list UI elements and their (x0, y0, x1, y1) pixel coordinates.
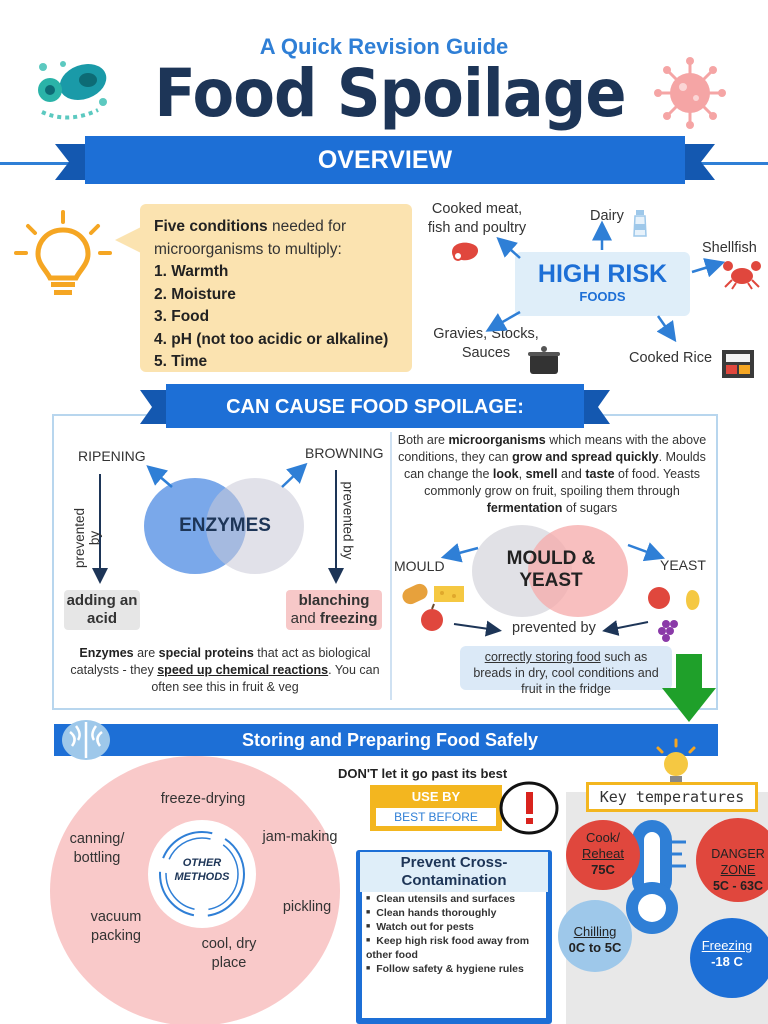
bacteria-icon (28, 52, 118, 132)
use-by-label: USE BY (411, 789, 461, 804)
cross-item: ■ Clean hands thoroughly (366, 906, 546, 920)
method-canning: canning/ bottling (69, 831, 125, 866)
enzymes-title: ENZYMES (179, 515, 271, 536)
best-before-label: BEST BEFORE (376, 808, 496, 826)
brain-icon (58, 716, 114, 764)
food-gravies: Gravies, Stocks, Sauces (433, 326, 539, 361)
crab-icon (722, 258, 762, 290)
prevented-by-left: prevented by (72, 507, 102, 569)
food-meat: Cooked meat, fish and poultry (427, 201, 527, 236)
dont-text: DON'T let it go past its best (338, 766, 508, 781)
virus-icon (650, 56, 730, 130)
conditions-box (140, 204, 412, 372)
cross-title: Prevent Cross-Contamination (360, 852, 548, 892)
prevented-by-mould: prevented by (512, 620, 596, 636)
food-shellfish: Shellfish (702, 240, 757, 256)
subtitle: A Quick Revision Guide (259, 34, 509, 59)
condition-item: 1. Warmth (154, 263, 229, 280)
meat-icon (448, 238, 482, 264)
temp-freezing-label: Freezing -18 C (701, 938, 753, 969)
condition-item: 4. pH (not too acidic or alkaline) (154, 330, 389, 348)
overview-banner: OVERVIEW (317, 146, 453, 174)
fruit-icon (644, 580, 714, 644)
adding-acid-label: adding an acid (64, 590, 140, 630)
high-risk-arrows (430, 200, 768, 380)
rice-box-icon (720, 346, 756, 380)
yeast-label: YEAST (660, 557, 706, 573)
cross-list (366, 892, 546, 976)
method-cool-dry: cool, dry place (201, 936, 257, 971)
method-vacuum-packing: vacuum packing (90, 909, 142, 944)
cross-item: ■ Keep high risk food away from other food (366, 934, 546, 962)
saucepan-icon (526, 344, 562, 378)
high-risk-subtitle: FOODS (579, 289, 626, 304)
milk-bottle-icon (632, 208, 648, 238)
enzyme-description: Enzymes are special proteins that act as biological catalysts - they speed up chemical reactions. You can often see this in fruit & veg (70, 646, 380, 694)
page-title: Food Spoilage (154, 55, 626, 132)
food-dairy: Dairy (590, 208, 624, 224)
cross-item: ■ Clean utensils and surfaces (366, 892, 546, 906)
temp-cook-label: Cook/ Reheat 75C (582, 830, 624, 877)
prevented-by-right: prevented by (340, 481, 356, 560)
key-temps-title: Key temperatures (586, 782, 758, 812)
prevention-box: correctly storing food such as breads in dry, cool conditions and fruit in the fridge (460, 646, 672, 690)
condition-item: 5. Time (154, 353, 208, 370)
mould-yeast-title: MOULD & YEAST (506, 548, 596, 591)
temp-danger-label: DANGER ZONE 5C - 63C (711, 847, 765, 893)
conditions-intro: Five conditions needed for microorganisms to multiply: (154, 218, 347, 258)
cross-item: ■ Watch out for pests (366, 920, 546, 934)
browning-label: BROWNING (305, 445, 384, 461)
condition-item: 2. Moisture (154, 285, 236, 303)
spoilage-banner: CAN CAUSE FOOD SPOILAGE: (226, 396, 524, 418)
condition-item: 3. Food (154, 308, 210, 325)
lightbulb-icon (14, 208, 112, 298)
high-risk-title: HIGH RISK (537, 260, 668, 288)
mould-label: MOULD (394, 558, 445, 574)
green-arrow-icon (662, 654, 718, 724)
cross-item: ■ Follow safety & hygiene rules (366, 962, 546, 976)
method-freeze-drying: freeze-drying (160, 791, 246, 807)
mould-description: Both are microorganisms which means with the above conditions, they can grow and spread quickly. Moulds can change the look, smell and taste of food. Yeasts commonly grow on fruit, spoiling them through fermentation of sugars (397, 433, 707, 515)
food-rice: Cooked Rice (629, 350, 713, 366)
method-jam-making: jam-making (262, 829, 338, 845)
method-pickling: pickling (282, 899, 332, 915)
ripening-label: RIPENING (78, 448, 146, 464)
blanching-freezing-label: blanching and freezing (286, 590, 382, 630)
storing-banner: Storing and Preparing Food Safely (241, 730, 539, 750)
mould-foods-icon (398, 580, 470, 636)
panel-divider (390, 432, 392, 700)
temp-chilling-label: Chilling 0C to 5C (568, 924, 622, 955)
warning-icon (498, 780, 560, 836)
other-methods-label: OTHER METHODS (174, 857, 230, 883)
